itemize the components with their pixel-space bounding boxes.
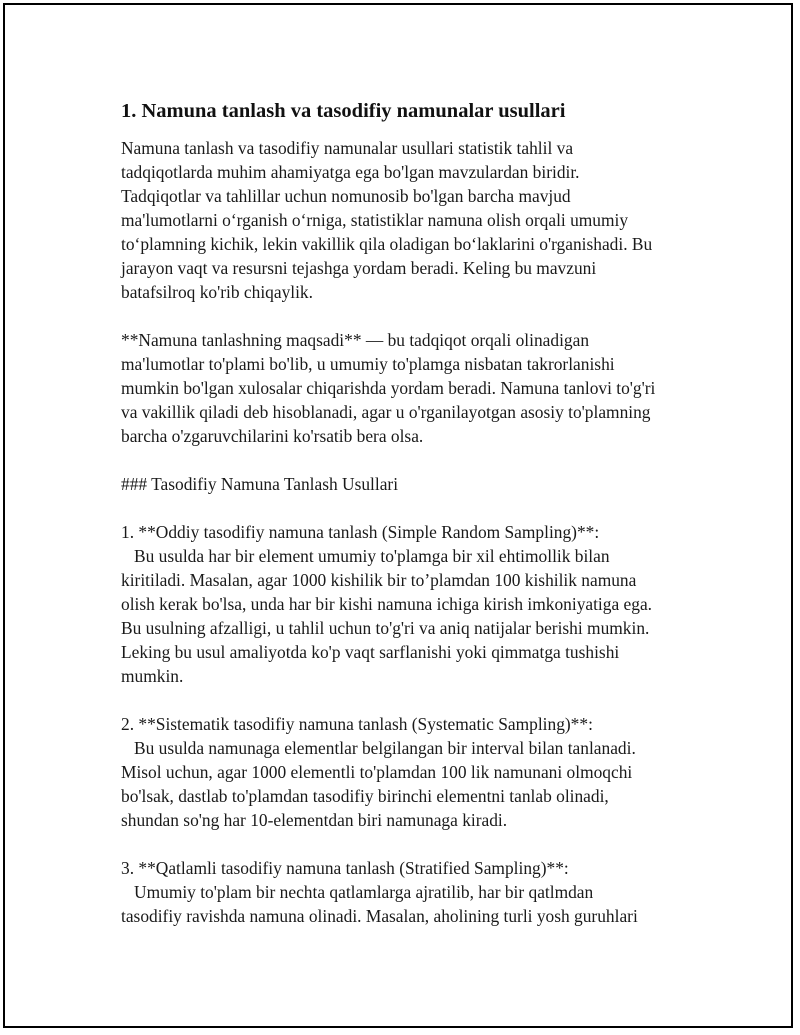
text-line: tadqiqotlarda muhim ahamiyatga ega bo'lgan mavzulardan biridir. <box>121 162 580 182</box>
paragraph-gap <box>121 448 701 472</box>
text-line: mumkin bo'lgan xulosalar chiqarishda yordam beradi. Namuna tanlovi to'g'ri <box>121 378 656 398</box>
text-line: jarayon vaqt va resursni tejashga yordam beradi. Keling bu mavzuni <box>121 258 597 278</box>
method-systematic <box>121 712 701 832</box>
section-subheading: ### Tasodifiy Namuna Tanlash Usullari <box>121 474 399 494</box>
paragraph-gap <box>121 688 701 712</box>
paragraph-gap <box>121 832 701 856</box>
text-line: Misol uchun, agar 1000 elementli to'plamdan 100 lik namunani olmoqchi <box>121 762 633 782</box>
text-line: kiritiladi. Masalan, agar 1000 kishilik bir to’plamdan 100 kishilik namuna <box>121 570 637 590</box>
text-line: ma'lumotlarni o‘rganish o‘rniga, statistiklar namuna olish orqali umumiy <box>121 210 629 230</box>
text-line: Bu usulda namunaga elementlar belgilangan bir interval bilan tanlanadi. <box>121 738 636 758</box>
method-simple-random <box>121 520 701 688</box>
page-title: 1. Namuna tanlash va tasodifiy namunalar usullari <box>121 100 566 122</box>
text-line: 2. **Sistematik tasodifiy namuna tanlash (Systematic Sampling)**: <box>121 714 593 734</box>
purpose-paragraph <box>121 328 701 448</box>
text-line: to‘plamning kichik, lekin vakillik qila oladigan bo‘laklarini o'rganishadi. Bu <box>121 234 653 254</box>
text-line: Umumiy to'plam bir nechta qatlamlarga ajratilib, har bir qatlmdan <box>121 882 594 902</box>
intro-paragraph <box>121 136 701 304</box>
document-page <box>3 3 793 1028</box>
text-line: va vakillik qiladi deb hisoblanadi, agar u o'rganilayotgan asosiy to'plamning <box>121 402 651 422</box>
text-line: ma'lumotlar to'plami bo'lib, u umumiy to'plamga nisbatan takrorlanishi <box>121 354 615 374</box>
method-stratified <box>121 856 701 928</box>
text-line: bo'lsak, dastlab to'plamdan tasodifiy birinchi elementni tanlab olinadi, <box>121 786 609 806</box>
text-line: shundan so'ng har 10-elementdan biri namunaga kiradi. <box>121 810 508 830</box>
text-line: Bu usulning afzalligi, u tahlil uchun to'g'ri va aniq natijalar berishi mumkin. <box>121 618 650 638</box>
paragraph-gap <box>121 496 701 520</box>
document-body <box>121 97 701 928</box>
paragraph-gap <box>121 304 701 328</box>
text-line: Namuna tanlash va tasodifiy namunalar usullari statistik tahlil va <box>121 138 574 158</box>
text-line: batafsilroq ko'rib chiqaylik. <box>121 282 313 302</box>
text-line: mumkin. <box>121 666 184 686</box>
text-line: olish kerak bo'lsa, unda har bir kishi namuna ichiga kirish imkoniyatiga ega. <box>121 594 653 614</box>
text-line: Tadqiqotlar va tahlillar uchun nomunosib bo'lgan barcha mavjud <box>121 186 571 206</box>
text-line: barcha o'zgaruvchilarini ko'rsatib bera olsa. <box>121 426 424 446</box>
text-line: Bu usulda har bir element umumiy to'plamga bir xil ehtimollik bilan <box>121 546 610 566</box>
text-line: tasodifiy ravishda namuna olinadi. Masalan, aholining turli yosh guruhlari <box>121 906 638 926</box>
text-line: **Namuna tanlashning maqsadi** — bu tadqiqot orqali olinadigan <box>121 330 590 350</box>
text-line: 1. **Oddiy tasodifiy namuna tanlash (Simple Random Sampling)**: <box>121 522 600 542</box>
text-line: Leking bu usul amaliyotda ko'p vaqt sarflanishi yoki qimmatga tushishi <box>121 642 620 662</box>
text-line: 3. **Qatlamli tasodifiy namuna tanlash (Stratified Sampling)**: <box>121 858 569 878</box>
